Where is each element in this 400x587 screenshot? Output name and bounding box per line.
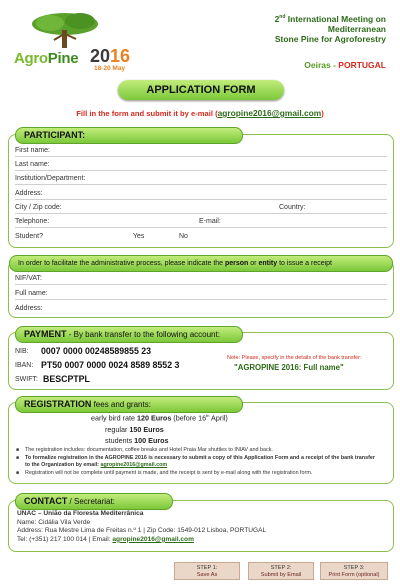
address-field[interactable] [15, 199, 387, 200]
first-name-label: First name: [15, 147, 51, 154]
instruction-email-link[interactable]: agropine2016@gmail.com [217, 108, 322, 118]
institution-label: Institution/Department: [15, 175, 86, 182]
contact-tel-email: Tel: (+351) 217 100 014 | Email: agropine2016@gmail.com [17, 535, 194, 543]
receipt-address-label: Address: [15, 305, 43, 312]
payment-note-value: "AGROPINE 2016: Full name" [234, 363, 344, 372]
payment-heading: PAYMENT - By bank transfer to the following account: [15, 326, 243, 343]
meeting-title: 2nd International Meeting on Mediterranean Stone Pine for Agroforestry [274, 13, 386, 44]
logo-wordmark: AgroPine [14, 50, 79, 67]
pine-tree-icon [30, 10, 100, 50]
form-instruction: Fill in the form and submit it by e-mail (agropine2016@gmail.com) [76, 108, 324, 118]
telephone-label: Telephone: [15, 218, 50, 225]
telephone-email-field[interactable] [15, 227, 387, 228]
iban-value: PT50 0007 0000 0024 8589 8552 3 [41, 360, 180, 370]
step3-label: Print Form (optional) [328, 572, 380, 578]
step1-label: Save As [196, 572, 218, 578]
receipt-heading: In order to facilitate the administrative process, please indicate the person or entity to issue a receipt [9, 255, 393, 272]
registration-note-3: ■ Registration will not be complete until payment is made, and the receipt is sent by e-mail along with the registration form. [25, 470, 381, 477]
nib-value: 0007 0000 00248589855 23 [41, 346, 152, 356]
meeting-location: Oeiras - PORTUGAL [304, 60, 386, 70]
registration-email-link[interactable]: agropine2016@gmail.com [100, 462, 168, 468]
full-name-field[interactable] [15, 299, 387, 300]
swift-value: BESCPTPL [43, 374, 90, 384]
institution-field[interactable] [15, 184, 387, 185]
nib-label: NIB: [15, 348, 29, 355]
step3-print-button[interactable] [320, 562, 388, 580]
contact-details [17, 510, 266, 544]
student-rate: students 100 Euros [105, 436, 169, 445]
first-name-field[interactable] [15, 156, 387, 157]
logo-dates: 18-20 May [94, 65, 126, 72]
city-country-field[interactable] [15, 213, 387, 214]
step2-number: STEP 2: [270, 565, 292, 571]
form-title: APPLICATION FORM [118, 80, 284, 100]
contact-address: Address: Rua Mestre Lima de Freitas n.º 1 | Zip Code: 1549-012 Lisboa, PORTUGAL [17, 527, 267, 535]
full-name-label: Full name: [15, 290, 48, 297]
payment-section [8, 329, 394, 390]
registration-note-1: ■ The registration includes: documentation, coffee breaks and Hotel Praia Mar shuttles to INIAV and back. [25, 447, 381, 454]
step2-label: Submit by Email [260, 572, 302, 578]
nif-label: NIF/VAT: [15, 275, 42, 282]
participant-heading: PARTICIPANT: [15, 127, 243, 144]
participant-section [8, 130, 394, 248]
registration-section [8, 399, 394, 484]
receipt-section [8, 260, 394, 318]
agropine-logo [8, 6, 148, 76]
iban-label: IBAN: [15, 362, 34, 369]
student-yes-option[interactable]: Yes [133, 233, 145, 240]
city-zip-label: City / Zip code: [15, 204, 62, 211]
step1-number: STEP 1: [196, 565, 218, 571]
contact-heading: CONTACT / Secretariat: [15, 493, 173, 510]
contact-name: Name: Cidália Vila Verde [17, 518, 91, 526]
last-name-label: Last name: [15, 161, 50, 168]
address-label: Address: [15, 190, 43, 197]
regular-rate: regular 150 Euros [105, 425, 164, 434]
contact-email-link[interactable]: agropine2016@gmail.com [112, 535, 194, 543]
student-no-option[interactable]: No [179, 233, 188, 240]
email-label: E-mail: [199, 218, 221, 225]
logo-year: 2016 [90, 46, 131, 66]
step3-number: STEP 3: [343, 565, 365, 571]
contact-section [8, 496, 394, 552]
registration-heading: REGISTRATION fees and grants: [15, 396, 243, 413]
student-label: Student? [15, 233, 44, 240]
registration-note-2: ■ To formalize registration in the AGROPINE 2016 is necessary to submit a copy of this Application Form and a receipt of the bank transfer to the Organization by email: agropine2016@gmail.com [25, 455, 381, 469]
early-bird-rate: early bird rate 120 Euros (before 16th April) [91, 413, 228, 423]
contact-org: UNAC – União da Floresta Mediterrânica [17, 510, 144, 517]
swift-label: SWIFT: [15, 376, 38, 383]
last-name-field[interactable] [15, 170, 387, 171]
payment-note: Note: Please, specify in the details of the bank transfer: [227, 355, 362, 361]
step2-submit-button[interactable] [248, 562, 314, 580]
step1-save-button[interactable] [174, 562, 240, 580]
nif-field[interactable] [15, 284, 387, 285]
country-label: Country: [279, 204, 306, 211]
